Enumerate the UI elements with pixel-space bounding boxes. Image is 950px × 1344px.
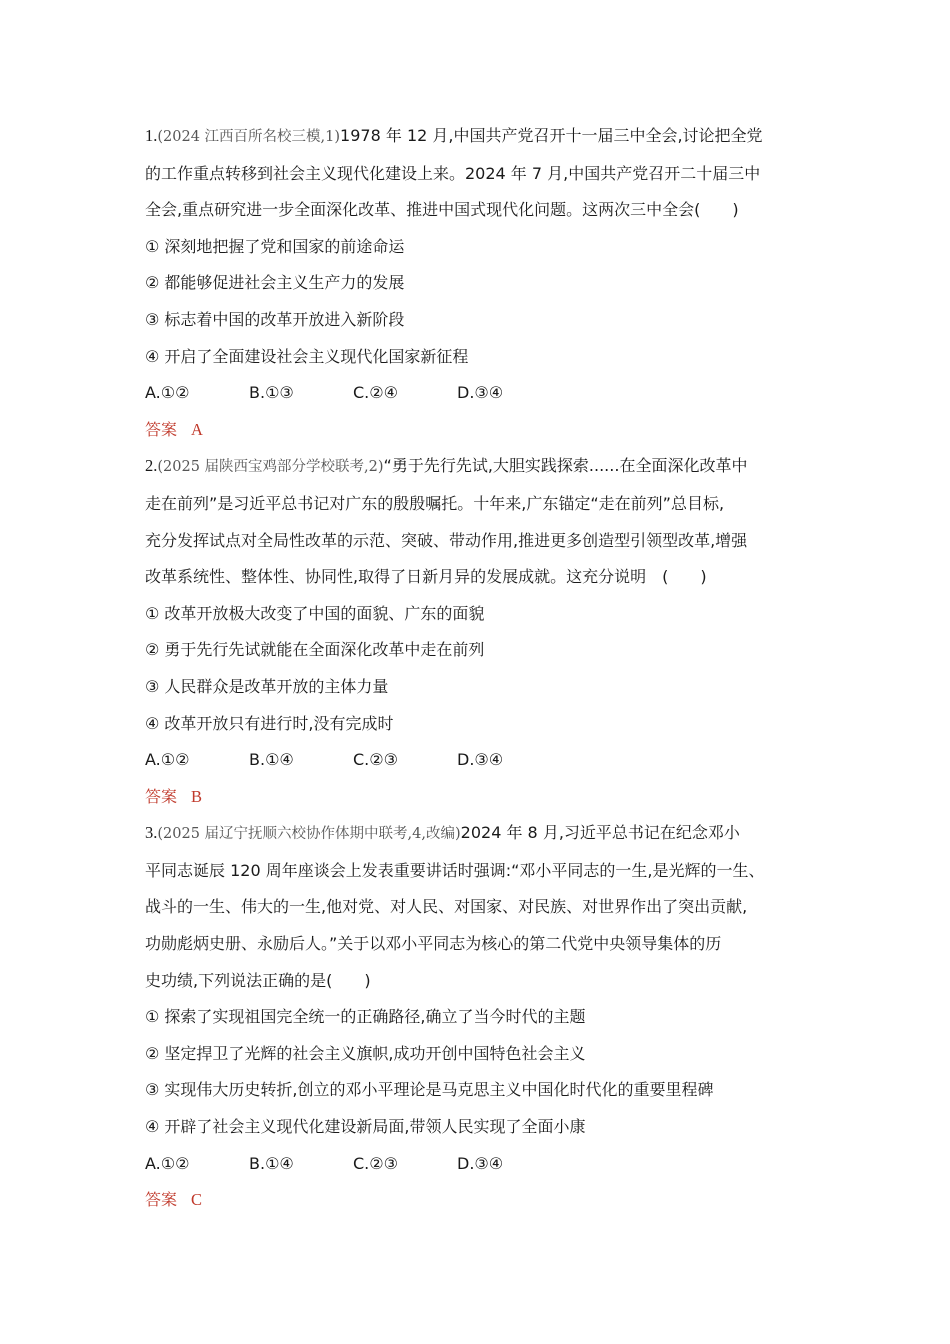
answer-label: 答案 [145,786,178,806]
answer-choice: B.①③ [249,383,294,403]
answer-value: B [191,786,203,806]
answer-choice: A.①② [145,750,190,770]
answer-choice: C.②④ [353,383,398,403]
answer-choice: D.③④ [457,750,504,770]
answer-choice: B.①④ [249,1153,294,1173]
option-statement: ③ 标志着中国的改革开放进入新阶段 [145,309,405,329]
answer-line [145,412,817,449]
option-statement: ③ 实现伟大历史转折,创立的邓小平理论是马克思主义中国化时代化的重要里程碑 [145,1080,714,1100]
option-statement: ② 都能够促进社会主义生产力的发展 [145,273,405,293]
stem-line [145,448,817,486]
document-page [145,118,817,1219]
stem-text: 功勋彪炳史册、永励后人。”关于以邓小平同志为核心的第二代党中央领导集体的历 [145,934,722,954]
question-2 [145,448,817,815]
option-statement: ② 勇于先行先试就能在全面深化改革中走在前列 [145,640,485,660]
answer-choice: D.③④ [457,1153,504,1173]
answer-choice: C.②③ [353,750,398,770]
option-statement: ③ 人民群众是改革开放的主体力量 [145,676,389,696]
question-source: (2025 届陕西宝鸡部分学校联考,2) [157,459,384,476]
answer-label: 答案 [145,419,178,439]
stem-line [145,853,817,890]
option-statement: ① 探索了实现祖国完全统一的正确路径,确立了当今时代的主题 [145,1007,586,1027]
answer-choice: C.②③ [353,1153,398,1173]
question-stem [145,448,817,595]
answer-value: A [191,419,203,439]
option-statement: ④ 开启了全面建设社会主义现代化国家新征程 [145,346,469,366]
stem-line [145,523,817,560]
answer-choices [145,1146,817,1183]
stem-line [145,559,817,596]
stem-line [145,192,817,229]
stem-text: 走在前列”是习近平总书记对广东的殷殷嘱托。十年来,广东锚定“走在前列”总目标, [145,493,725,513]
stem-text: 1978 年 12 月,中国共产党召开十一届三中全会,讨论把全党 [340,126,763,145]
stem-line [145,963,817,1000]
question-number: 3. [145,823,158,843]
stem-text: 充分发挥试点对全局性改革的示范、突破、带动作用,推进更多创造型引领型改革,增强 [145,530,748,550]
question-3 [145,815,817,1219]
option-statement: ④ 开辟了社会主义现代化建设新局面,带领人民实现了全面小康 [145,1117,586,1137]
stem-line [145,156,817,193]
question-number: 2. [145,456,158,476]
option-statement: ② 坚定捍卫了光辉的社会主义旗帜,成功开创中国特色社会主义 [145,1043,586,1063]
option-statement: ① 深刻地把握了党和国家的前途命运 [145,236,405,256]
stem-line [145,486,817,523]
option-statement: ① 改革开放极大改变了中国的面貌、广东的面貌 [145,603,485,623]
stem-text: “勇于先行先试,大胆实践探索......在全面深化改革中 [383,456,748,476]
question-number: 1. [145,126,158,145]
option-statement: ④ 改革开放只有进行时,没有完成时 [145,713,394,733]
answer-line [145,779,817,816]
stem-line [145,815,817,853]
answer-choice: B.①④ [249,750,294,770]
question-source: (2025 届辽宁抚顺六校协作体期中联考,4,改编) [157,826,461,843]
stem-line [145,889,817,926]
answer-label: 答案 [145,1190,178,1210]
stem-line [145,926,817,963]
answer-line [145,1182,817,1219]
question-stem [145,815,817,999]
question-1 [145,118,817,448]
stem-text: 改革系统性、整体性、协同性,取得了日新月异的发展成就。这充分说明 ( ) [145,567,707,587]
stem-line [145,118,817,156]
question-stem [145,118,817,229]
stem-text: 的工作重点转移到社会主义现代化建设上来。2024 年 7 月,中国共产党召开二十届三中 [145,163,761,183]
stem-text: 史功绩,下列说法正确的是( ) [145,970,371,990]
answer-value: C [191,1190,203,1210]
stem-text: 全会,重点研究进一步全面深化改革、推进中国式现代化问题。这两次三中全会( ) [145,200,739,220]
answer-choice: A.①② [145,383,190,403]
stem-text: 平同志诞辰 120 周年座谈会上发表重要讲话时强调:“邓小平同志的一生,是光辉的一生、 [145,860,765,880]
answer-choices [145,742,817,779]
answer-choices [145,375,817,412]
stem-text: 战斗的一生、伟大的一生,他对党、对人民、对国家、对民族、对世界作出了突出贡献, [145,897,748,917]
stem-text: 2024 年 8 月,习近平总书记在纪念邓小 [460,823,740,843]
answer-choice: D.③④ [457,383,504,403]
answer-choice: A.①② [145,1153,190,1173]
question-source: (2024 江西百所名校三模,1) [157,129,341,145]
